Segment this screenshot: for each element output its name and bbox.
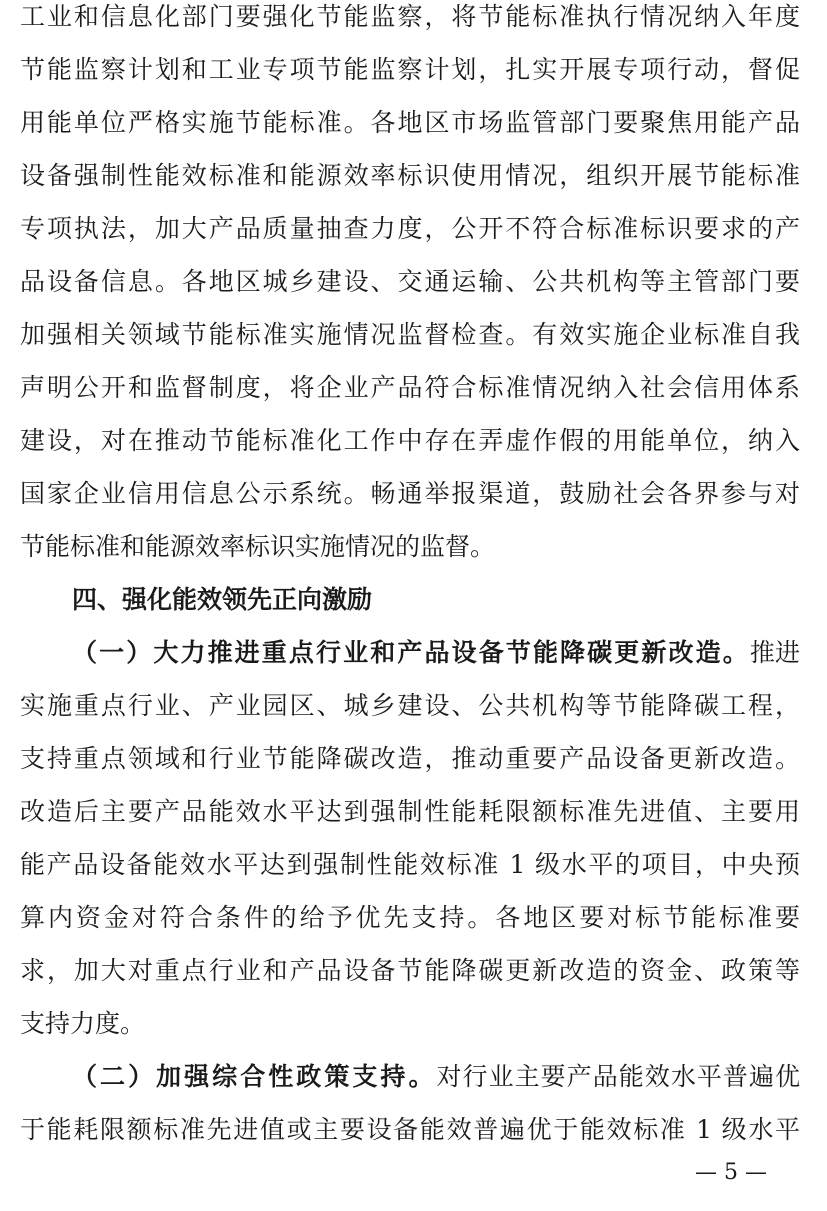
- subsection-1-first-line: [72, 638, 800, 668]
- subsection-2-first-line: [72, 1062, 800, 1092]
- text-line: 实施重点行业、产业园区、城乡建设、公共机构等节能降碳工程，: [20, 691, 800, 720]
- text-line: 节能监察计划和工业专项节能监察计划，扎实开展专项行动，督促: [20, 55, 800, 84]
- text-line: 设备强制性能效标准和能源效率标识使用情况，组织开展节能标准: [20, 161, 800, 190]
- subsection-1-title: （一）大力推进重点行业和产品设备节能降碳更新改造。: [72, 638, 750, 667]
- text-line: 支持重点领域和行业节能降碳改造，推动重要产品设备更新改造。: [20, 744, 800, 773]
- text-line: 用能单位严格实施节能标准。各地区市场监管部门要聚焦用能产品: [20, 108, 800, 137]
- subsection-1-first-line-text: 推进: [749, 638, 800, 667]
- text-line: 工业和信息化部门要强化节能监察，将节能标准执行情况纳入年度: [20, 2, 800, 31]
- text-line: 于能耗限额标准先进值或主要设备能效普遍优于能效标准 1 级水平: [20, 1115, 800, 1144]
- text-line: 声明公开和监督制度，将企业产品符合标准情况纳入社会信用体系: [20, 373, 800, 402]
- text-line: 国家企业信用信息公示系统。畅通举报渠道，鼓励社会各界参与对: [20, 479, 800, 508]
- page-number: — 5 —: [695, 1160, 767, 1185]
- text-line: 品设备信息。各地区城乡建设、交通运输、公共机构等主管部门要: [20, 267, 800, 296]
- text-line: 节能标准和能源效率标识实施情况的监督。: [20, 532, 496, 561]
- text-line: 支持力度。: [20, 1009, 146, 1038]
- text-line: 能产品设备能效水平达到强制性能效标准 1 级水平的项目，中央预: [20, 850, 800, 879]
- text-line: 改造后主要产品能效水平达到强制性能耗限额标准先进值、主要用: [20, 797, 800, 826]
- section-heading: 四、强化能效领先正向激励: [72, 585, 373, 614]
- text-line: 建设，对在推动节能标准化工作中存在弄虚作假的用能单位，纳入: [20, 426, 800, 455]
- subsection-2-first-line-text: 对行业主要产品能效水平普遍优: [436, 1062, 800, 1091]
- text-line: 加强相关领域节能标准实施情况监督检查。有效实施企业标准自我: [20, 320, 800, 349]
- text-line: 求，加大对重点行业和产品设备节能降碳更新改造的资金、政策等: [20, 956, 800, 985]
- text-line: 专项执法，加大产品质量抽查力度，公开不符合标准标识要求的产: [20, 214, 800, 243]
- subsection-2-title: （二）加强综合性政策支持。: [72, 1062, 437, 1091]
- text-line: 算内资金对符合条件的给予优先支持。各地区要对标节能标准要: [20, 903, 800, 932]
